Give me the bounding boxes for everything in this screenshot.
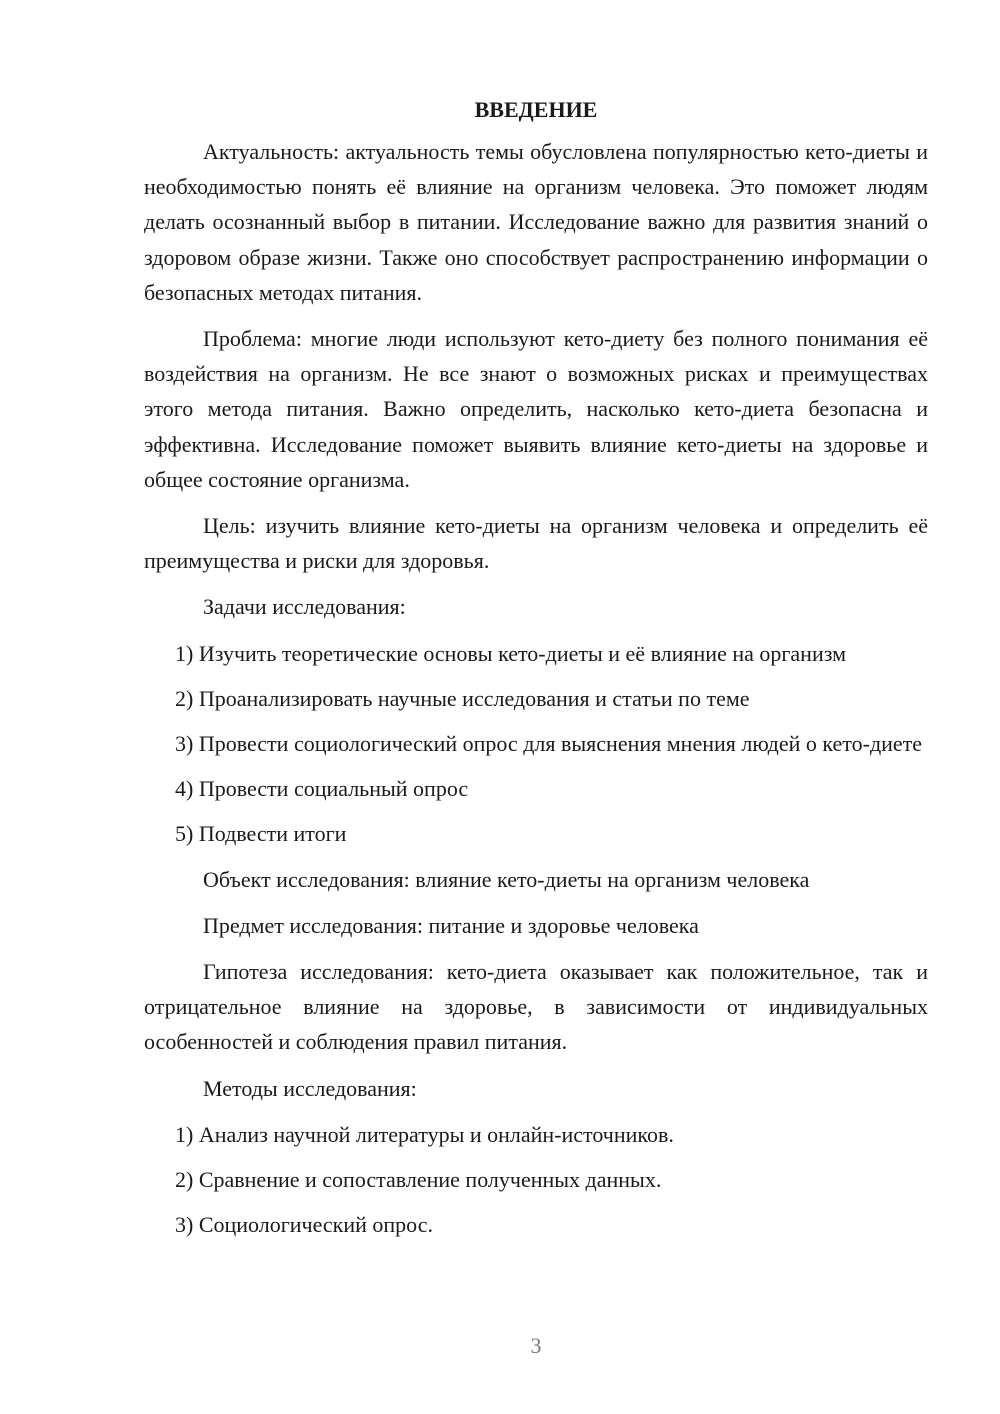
paragraph-subject: Предмет исследования: питание и здоровье человека [203,912,699,938]
list-item: 3) Провести социологический опрос для выяснения мнения людей о кето-диете [175,731,923,757]
list-item: 2) Сравнение и сопоставление полученных данных. [175,1167,662,1193]
tasks-heading: Задачи исследования: [203,594,406,620]
paragraph-goal: Цель: изучить влияние кето-диеты на организм человека и определить её преимущества и риски для здоровья. [144,513,928,574]
list-item: 3) Социологический опрос. [175,1212,433,1238]
list-item: 2) Проанализировать научные исследования и статьи по теме [175,685,750,711]
list-item: 4) Провести социальный опрос [175,776,469,802]
methods-list [144,1117,928,1243]
paragraph-hypothesis: Гипотеза исследования: кето-диета оказывает как положительное, так и отрицательное влияние на здоровье, в зависимости от индивидуальных особенностей и соблюдения правил питания. [144,959,928,1055]
list-item: 1) Изучить теоретические основы кето-диеты и её влияние на организм [175,640,847,666]
page-number: 3 [530,1333,542,1358]
paragraph-object: Объект исследования: влияние кето-диеты на организм человека [203,866,810,892]
list-item: 1) Анализ научной литературы и онлайн-источников. [175,1121,674,1147]
page-title: ВВЕДЕНИЕ [474,97,598,122]
methods-heading: Методы исследования: [203,1075,417,1101]
list-item: 5) Подвести итоги [175,821,347,847]
paragraph-problem: Проблема: многие люди используют кето-диету без полного понимания её воздействия на организм. Не все знают о возможных рисках и преимуществах этого метода питания. Важно определить, насколько кето-диета безопасна и эффективна. Исследование поможет выявить влияние кето-диеты на здоровье и общее состояние организма. [144,326,928,492]
paragraph-relevance: Актуальность: актуальность темы обусловлена популярностью кето-диеты и необходимостью понять её влияние на организм человека. Это поможет людям делать осознанный выбор в питании. Исследование важно для развития знаний о здоровом образе жизни. Также оно способствует распространению информации о безопасных методах питания. [144,139,928,305]
tasks-list [144,636,928,852]
document-page [144,92,928,1252]
